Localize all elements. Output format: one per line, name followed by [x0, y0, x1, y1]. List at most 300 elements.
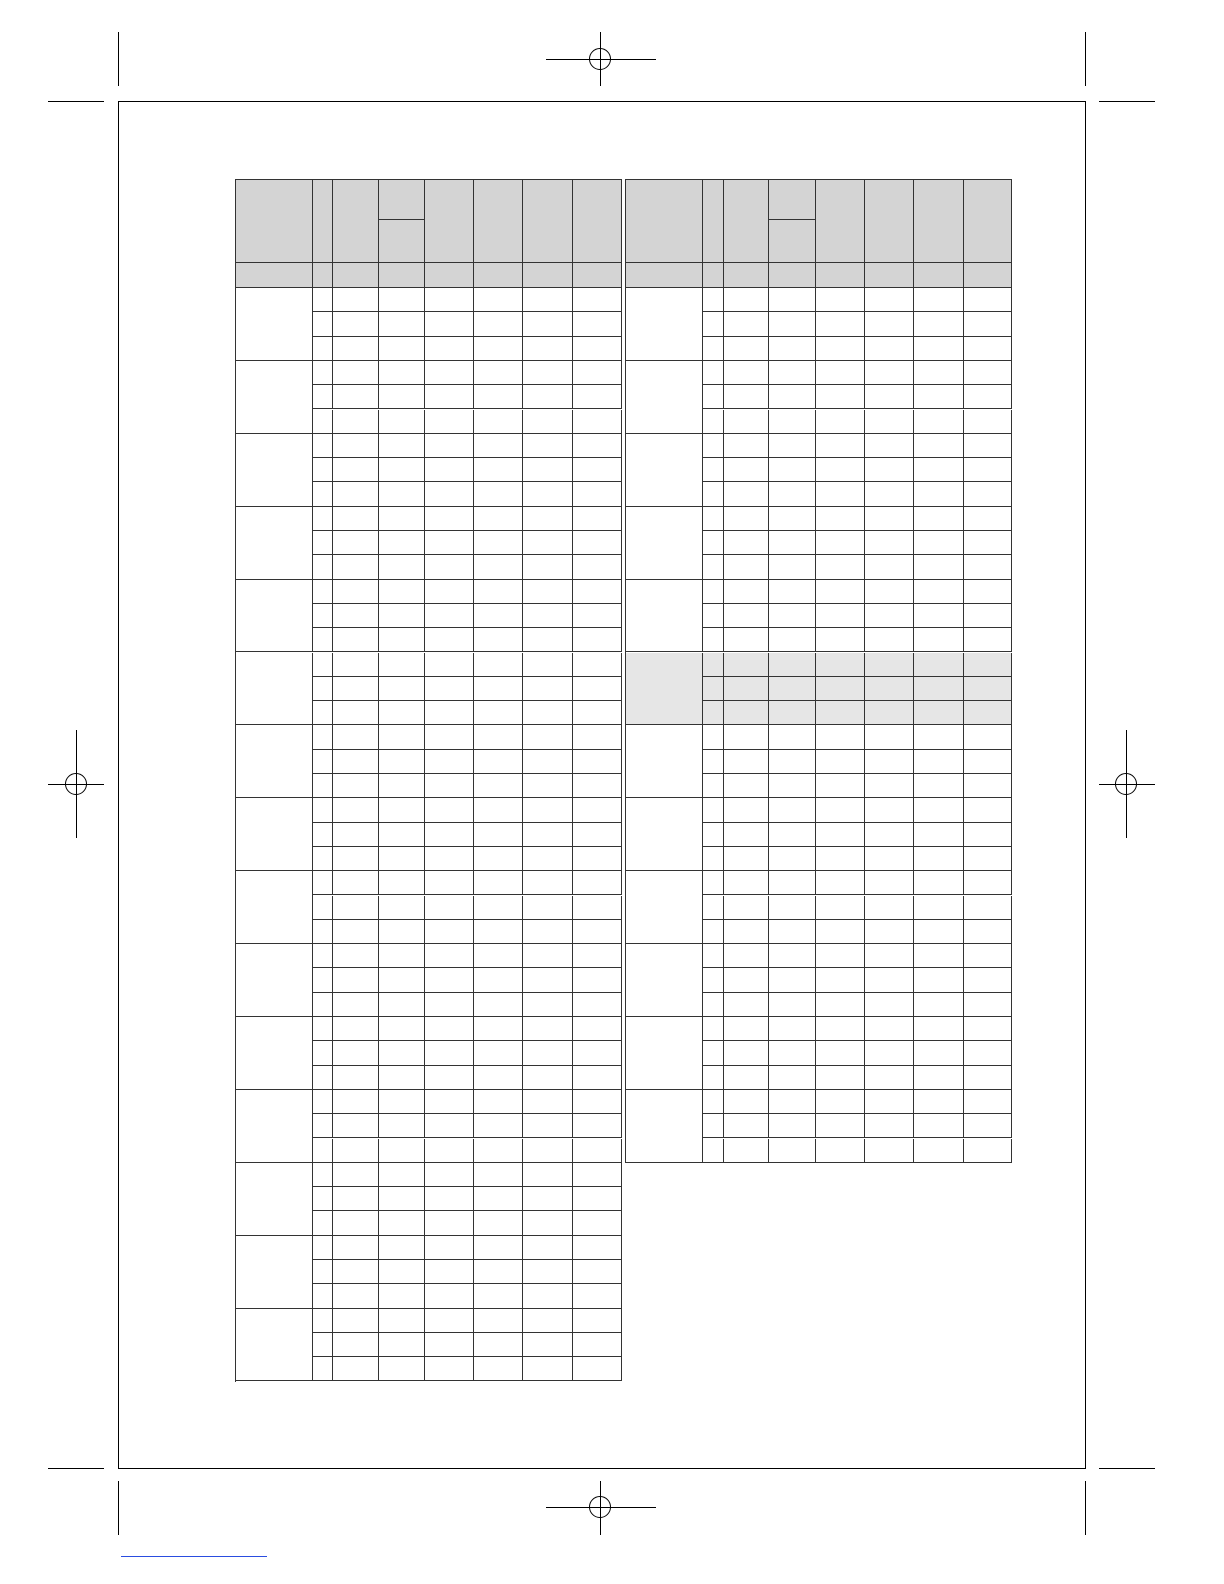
table-cell	[313, 944, 333, 968]
table-cell	[865, 1139, 914, 1163]
table-cell	[703, 725, 724, 749]
table-cell	[474, 458, 523, 482]
table-cell	[333, 1187, 379, 1211]
table-cell	[914, 1017, 964, 1041]
table-cell	[865, 604, 914, 628]
table-cell	[865, 798, 914, 822]
table-cell	[313, 677, 333, 701]
table-cell	[474, 507, 523, 531]
table-cell	[573, 288, 622, 312]
table-cell	[914, 847, 964, 871]
table-cell	[865, 725, 914, 749]
table-cell	[865, 847, 914, 871]
group-label-cell	[235, 1090, 313, 1163]
table-cell	[379, 604, 425, 628]
table-cell	[914, 774, 964, 798]
table-cell	[703, 628, 724, 652]
table-cell	[425, 410, 474, 434]
table-cell	[523, 1114, 573, 1138]
table-cell	[724, 653, 769, 677]
table-cell	[769, 604, 816, 628]
table-cell	[474, 288, 523, 312]
table-cell	[964, 482, 1012, 506]
table-cell	[474, 482, 523, 506]
table-cell	[703, 312, 724, 336]
table-cell	[724, 580, 769, 604]
group-label-cell	[235, 798, 313, 871]
header-cell	[425, 179, 474, 263]
table-cell	[425, 774, 474, 798]
table-cell	[914, 604, 964, 628]
table-cell	[703, 920, 724, 944]
table-cell	[573, 677, 622, 701]
table-cell	[333, 677, 379, 701]
table-cell	[313, 1309, 333, 1333]
crop-mark-bottom-right-horizontal	[1099, 1468, 1155, 1469]
table-cell	[816, 385, 865, 409]
table-cell	[425, 871, 474, 895]
group-label-cell	[625, 944, 703, 1017]
table-cell	[379, 871, 425, 895]
table-cell	[964, 871, 1012, 895]
table-cell	[474, 628, 523, 652]
table-cell	[313, 920, 333, 944]
table-cell	[379, 531, 425, 555]
table-cell	[573, 1357, 622, 1381]
group-label-cell	[235, 507, 313, 580]
table-cell	[816, 750, 865, 774]
table-cell	[379, 1284, 425, 1308]
table-cell	[865, 653, 914, 677]
table-cell	[865, 507, 914, 531]
table-cell	[769, 1041, 816, 1065]
table-cell	[379, 1139, 425, 1163]
table-cell	[703, 871, 724, 895]
table-cell	[333, 628, 379, 652]
table-cell	[425, 628, 474, 652]
table-cell	[425, 798, 474, 822]
table-cell	[425, 1333, 474, 1357]
table-cell	[523, 653, 573, 677]
table-cell	[333, 1090, 379, 1114]
table-cell	[313, 1066, 333, 1090]
table-cell	[313, 312, 333, 336]
table-cell	[816, 701, 865, 725]
table-cell	[865, 968, 914, 992]
table-cell	[425, 1017, 474, 1041]
table-cell	[425, 725, 474, 749]
table-cell	[816, 337, 865, 361]
table-cell	[425, 920, 474, 944]
table-cell	[523, 725, 573, 749]
group-label-cell	[625, 871, 703, 944]
subheader-cell	[724, 263, 769, 288]
table-cell	[523, 531, 573, 555]
table-cell	[425, 1041, 474, 1065]
table-cell	[425, 1357, 474, 1381]
table-cell	[379, 944, 425, 968]
header-cell	[235, 179, 313, 263]
table-cell	[964, 823, 1012, 847]
group-label-cell	[235, 1309, 313, 1382]
table-cell	[523, 1236, 573, 1260]
subheader-cell	[333, 263, 379, 288]
table-cell	[313, 896, 333, 920]
table-cell	[703, 1041, 724, 1065]
table-cell	[523, 823, 573, 847]
table-cell	[379, 385, 425, 409]
table-cell	[865, 944, 914, 968]
table-cell	[769, 993, 816, 1017]
table-cell	[964, 628, 1012, 652]
table-cell	[523, 410, 573, 434]
table-cell	[379, 701, 425, 725]
table-cell	[425, 896, 474, 920]
table-cell	[425, 361, 474, 385]
table-cell	[523, 361, 573, 385]
table-cell	[379, 774, 425, 798]
table-cell	[523, 507, 573, 531]
table-cell	[474, 361, 523, 385]
table-cell	[573, 1236, 622, 1260]
table-cell	[865, 628, 914, 652]
table-cell	[333, 1114, 379, 1138]
table-cell	[333, 531, 379, 555]
table-cell	[425, 653, 474, 677]
table-cell	[523, 1284, 573, 1308]
table-cell	[816, 312, 865, 336]
table-cell	[425, 944, 474, 968]
group-label-cell	[235, 288, 313, 361]
table-cell	[474, 580, 523, 604]
subheader-cell	[769, 263, 816, 288]
table-cell	[313, 385, 333, 409]
crop-mark-top-left-horizontal	[48, 101, 104, 102]
table-cell	[724, 774, 769, 798]
table-cell	[703, 774, 724, 798]
table-cell	[379, 677, 425, 701]
table-cell	[333, 604, 379, 628]
table-cell	[333, 1357, 379, 1381]
table-cell	[425, 312, 474, 336]
table-cell	[573, 1284, 622, 1308]
table-cell	[474, 385, 523, 409]
table-cell	[724, 604, 769, 628]
table-cell	[914, 823, 964, 847]
table-cell	[724, 531, 769, 555]
subheader-cell	[816, 263, 865, 288]
subheader-cell	[703, 263, 724, 288]
table-cell	[914, 410, 964, 434]
group-label-cell	[235, 871, 313, 944]
table-cell	[769, 337, 816, 361]
table-cell	[865, 823, 914, 847]
table-cell	[379, 507, 425, 531]
table-cell	[474, 823, 523, 847]
table-cell	[474, 1163, 523, 1187]
table-cell	[816, 580, 865, 604]
table-cell	[313, 1114, 333, 1138]
table-cell	[964, 798, 1012, 822]
table-cell	[474, 871, 523, 895]
table-cell	[573, 385, 622, 409]
table-cell	[573, 1163, 622, 1187]
table-cell	[313, 288, 333, 312]
table-cell	[333, 1284, 379, 1308]
table-cell	[523, 385, 573, 409]
table-cell	[425, 1090, 474, 1114]
table-cell	[724, 847, 769, 871]
table-cell	[425, 458, 474, 482]
table-cell	[379, 725, 425, 749]
table-cell	[769, 580, 816, 604]
table-cell	[703, 337, 724, 361]
table-cell	[769, 531, 816, 555]
table-cell	[573, 1333, 622, 1357]
table-cell	[769, 725, 816, 749]
table-cell	[573, 312, 622, 336]
table-cell	[379, 1041, 425, 1065]
subheader-cell	[964, 263, 1012, 288]
table-cell	[313, 1236, 333, 1260]
table-cell	[724, 507, 769, 531]
table-cell	[333, 434, 379, 458]
table-cell	[523, 1090, 573, 1114]
table-cell	[914, 580, 964, 604]
table-cell	[523, 1187, 573, 1211]
table-cell	[573, 993, 622, 1017]
table-cell	[703, 482, 724, 506]
table-cell	[914, 1041, 964, 1065]
table-cell	[769, 410, 816, 434]
group-label-cell	[625, 507, 703, 580]
table-cell	[333, 312, 379, 336]
table-cell	[333, 920, 379, 944]
subheader-cell	[523, 263, 573, 288]
table-cell	[474, 653, 523, 677]
table-cell	[379, 555, 425, 579]
table-cell	[474, 920, 523, 944]
table-cell	[573, 1066, 622, 1090]
table-cell	[474, 968, 523, 992]
table-cell	[379, 288, 425, 312]
table-cell	[573, 774, 622, 798]
table-cell	[964, 896, 1012, 920]
table-cell	[379, 434, 425, 458]
right-table	[625, 179, 1012, 1163]
table-cell	[425, 531, 474, 555]
table-cell	[523, 1309, 573, 1333]
table-cell	[523, 944, 573, 968]
table-cell	[816, 1114, 865, 1138]
table-cell	[379, 1163, 425, 1187]
subheader-cell	[313, 263, 333, 288]
table-cell	[425, 1211, 474, 1235]
table-cell	[474, 1333, 523, 1357]
group-label-cell	[625, 434, 703, 507]
table-cell	[724, 337, 769, 361]
table-cell	[474, 1260, 523, 1284]
table-cell	[769, 750, 816, 774]
table-cell	[333, 337, 379, 361]
group-label-cell	[625, 653, 703, 726]
table-cell	[865, 385, 914, 409]
table-cell	[703, 507, 724, 531]
subheader-cell	[573, 263, 622, 288]
table-cell	[964, 361, 1012, 385]
table-cell	[703, 653, 724, 677]
table-cell	[333, 482, 379, 506]
header-cell	[333, 179, 379, 263]
table-cell	[865, 896, 914, 920]
table-cell	[724, 920, 769, 944]
table-cell	[379, 653, 425, 677]
table-cell	[914, 337, 964, 361]
table-cell	[914, 434, 964, 458]
table-cell	[425, 1187, 474, 1211]
table-cell	[816, 993, 865, 1017]
table-cell	[724, 1090, 769, 1114]
table-cell	[313, 1163, 333, 1187]
table-cell	[703, 555, 724, 579]
table-cell	[474, 1017, 523, 1041]
table-cell	[724, 871, 769, 895]
table-cell	[333, 507, 379, 531]
table-cell	[703, 580, 724, 604]
table-cell	[724, 288, 769, 312]
header-cell	[474, 179, 523, 263]
table-cell	[573, 337, 622, 361]
table-cell	[474, 1357, 523, 1381]
table-cell	[523, 604, 573, 628]
table-cell	[703, 677, 724, 701]
table-cell	[523, 482, 573, 506]
header-cell-sub-bottom	[379, 220, 425, 263]
table-cell	[573, 968, 622, 992]
table-cell	[865, 410, 914, 434]
group-label-cell	[235, 434, 313, 507]
table-cell	[816, 482, 865, 506]
table-cell	[379, 458, 425, 482]
table-cell	[703, 823, 724, 847]
group-label-cell	[625, 580, 703, 653]
table-cell	[313, 1284, 333, 1308]
table-cell	[333, 1260, 379, 1284]
table-cell	[816, 823, 865, 847]
group-label-cell	[625, 725, 703, 798]
table-cell	[964, 944, 1012, 968]
table-cell	[474, 993, 523, 1017]
table-cell	[379, 1066, 425, 1090]
table-cell	[964, 385, 1012, 409]
table-cell	[769, 968, 816, 992]
table-cell	[333, 847, 379, 871]
group-label-cell	[625, 1017, 703, 1090]
table-cell	[964, 434, 1012, 458]
table-cell	[769, 434, 816, 458]
table-cell	[313, 1041, 333, 1065]
table-cell	[964, 774, 1012, 798]
table-cell	[865, 993, 914, 1017]
table-cell	[816, 653, 865, 677]
table-cell	[573, 798, 622, 822]
table-cell	[816, 531, 865, 555]
left-table	[235, 179, 622, 1382]
table-cell	[573, 1041, 622, 1065]
table-cell	[523, 628, 573, 652]
table-cell	[964, 993, 1012, 1017]
table-cell	[724, 458, 769, 482]
table-cell	[964, 653, 1012, 677]
table-cell	[573, 1211, 622, 1235]
table-cell	[333, 458, 379, 482]
table-cell	[769, 871, 816, 895]
header-cell	[914, 179, 964, 263]
table-cell	[333, 725, 379, 749]
table-cell	[474, 434, 523, 458]
table-cell	[379, 312, 425, 336]
crop-mark-bottom-right-vertical	[1085, 1481, 1086, 1535]
table-cell	[333, 385, 379, 409]
table-cell	[313, 337, 333, 361]
table-cell	[313, 482, 333, 506]
table-cell	[313, 823, 333, 847]
table-cell	[816, 288, 865, 312]
table-cell	[724, 555, 769, 579]
table-cell	[379, 580, 425, 604]
table-cell	[964, 701, 1012, 725]
table-cell	[523, 871, 573, 895]
table-cell	[573, 1114, 622, 1138]
table-cell	[724, 823, 769, 847]
table-cell	[313, 774, 333, 798]
table-cell	[724, 677, 769, 701]
table-cell	[313, 507, 333, 531]
table-cell	[816, 507, 865, 531]
table-cell	[914, 628, 964, 652]
table-cell	[914, 1139, 964, 1163]
table-cell	[313, 410, 333, 434]
table-cell	[573, 1187, 622, 1211]
table-cell	[313, 604, 333, 628]
table-cell	[964, 1066, 1012, 1090]
table-cell	[816, 871, 865, 895]
header-cell	[964, 179, 1012, 263]
table-cell	[703, 288, 724, 312]
table-cell	[914, 1066, 964, 1090]
table-cell	[523, 701, 573, 725]
table-cell	[914, 361, 964, 385]
table-cell	[379, 1236, 425, 1260]
table-cell	[573, 920, 622, 944]
table-cell	[964, 458, 1012, 482]
table-cell	[425, 1114, 474, 1138]
table-cell	[573, 1090, 622, 1114]
table-cell	[379, 750, 425, 774]
table-cell	[914, 920, 964, 944]
table-cell	[379, 361, 425, 385]
table-cell	[523, 312, 573, 336]
table-cell	[523, 968, 573, 992]
header-cell-sub-top	[379, 179, 425, 220]
table-cell	[769, 1066, 816, 1090]
table-cell	[724, 361, 769, 385]
table-cell	[914, 677, 964, 701]
table-cell	[703, 1066, 724, 1090]
table-cell	[474, 701, 523, 725]
group-label-cell	[235, 1017, 313, 1090]
table-cell	[425, 1260, 474, 1284]
